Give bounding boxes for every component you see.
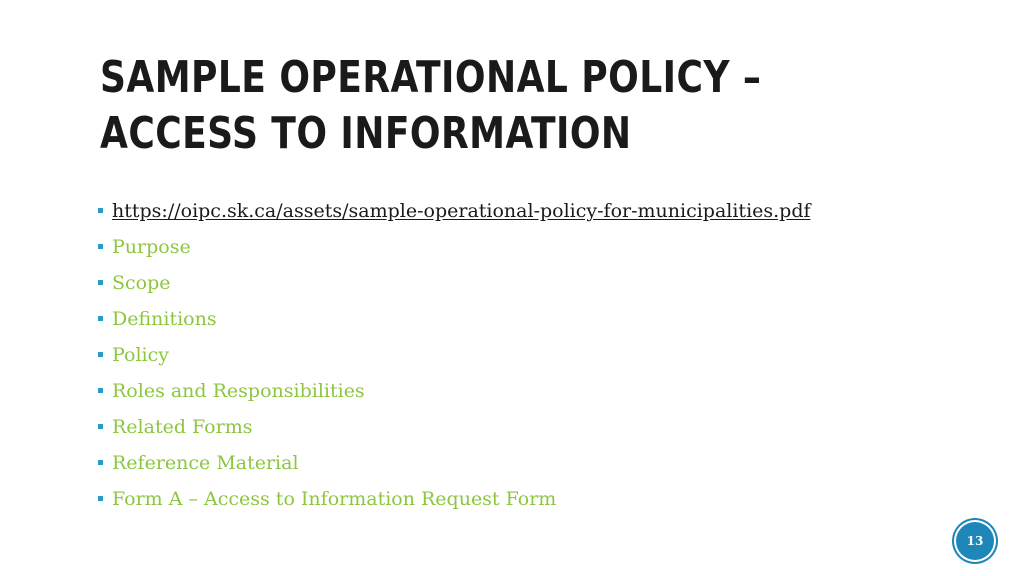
square-bullet-icon [98, 280, 103, 285]
page-number-badge [956, 522, 994, 560]
bullet-list [98, 193, 811, 517]
square-bullet-icon [98, 460, 103, 465]
list-item [98, 445, 811, 481]
policy-link[interactable]: https://oipc.sk.ca/assets/sample-operational-policy-for-municipalities.pdf [112, 200, 811, 222]
square-bullet-icon [98, 352, 103, 357]
slide-title: SAMPLE OPERATIONAL POLICY – ACCESS TO INFORMATION [100, 52, 762, 159]
square-bullet-icon [98, 208, 103, 213]
list-item-label: Policy [112, 344, 169, 366]
list-item-label: Form A – Access to Information Request Form [112, 488, 557, 510]
square-bullet-icon [98, 388, 103, 393]
list-item-label: Purpose [112, 236, 191, 258]
square-bullet-icon [98, 316, 103, 321]
list-item-label: Roles and Responsibilities [112, 380, 365, 402]
square-bullet-icon [98, 496, 103, 501]
list-item-link [98, 193, 811, 229]
list-item [98, 229, 811, 265]
page-number: 13 [966, 534, 984, 548]
list-item-label: Scope [112, 272, 171, 294]
list-item [98, 265, 811, 301]
list-item [98, 481, 811, 517]
list-item [98, 337, 811, 373]
list-item-label: Definitions [112, 308, 217, 330]
square-bullet-icon [98, 424, 103, 429]
list-item [98, 373, 811, 409]
list-item [98, 301, 811, 337]
list-item-label: Related Forms [112, 416, 253, 438]
list-item-label: Reference Material [112, 452, 299, 474]
list-item [98, 409, 811, 445]
square-bullet-icon [98, 244, 103, 249]
